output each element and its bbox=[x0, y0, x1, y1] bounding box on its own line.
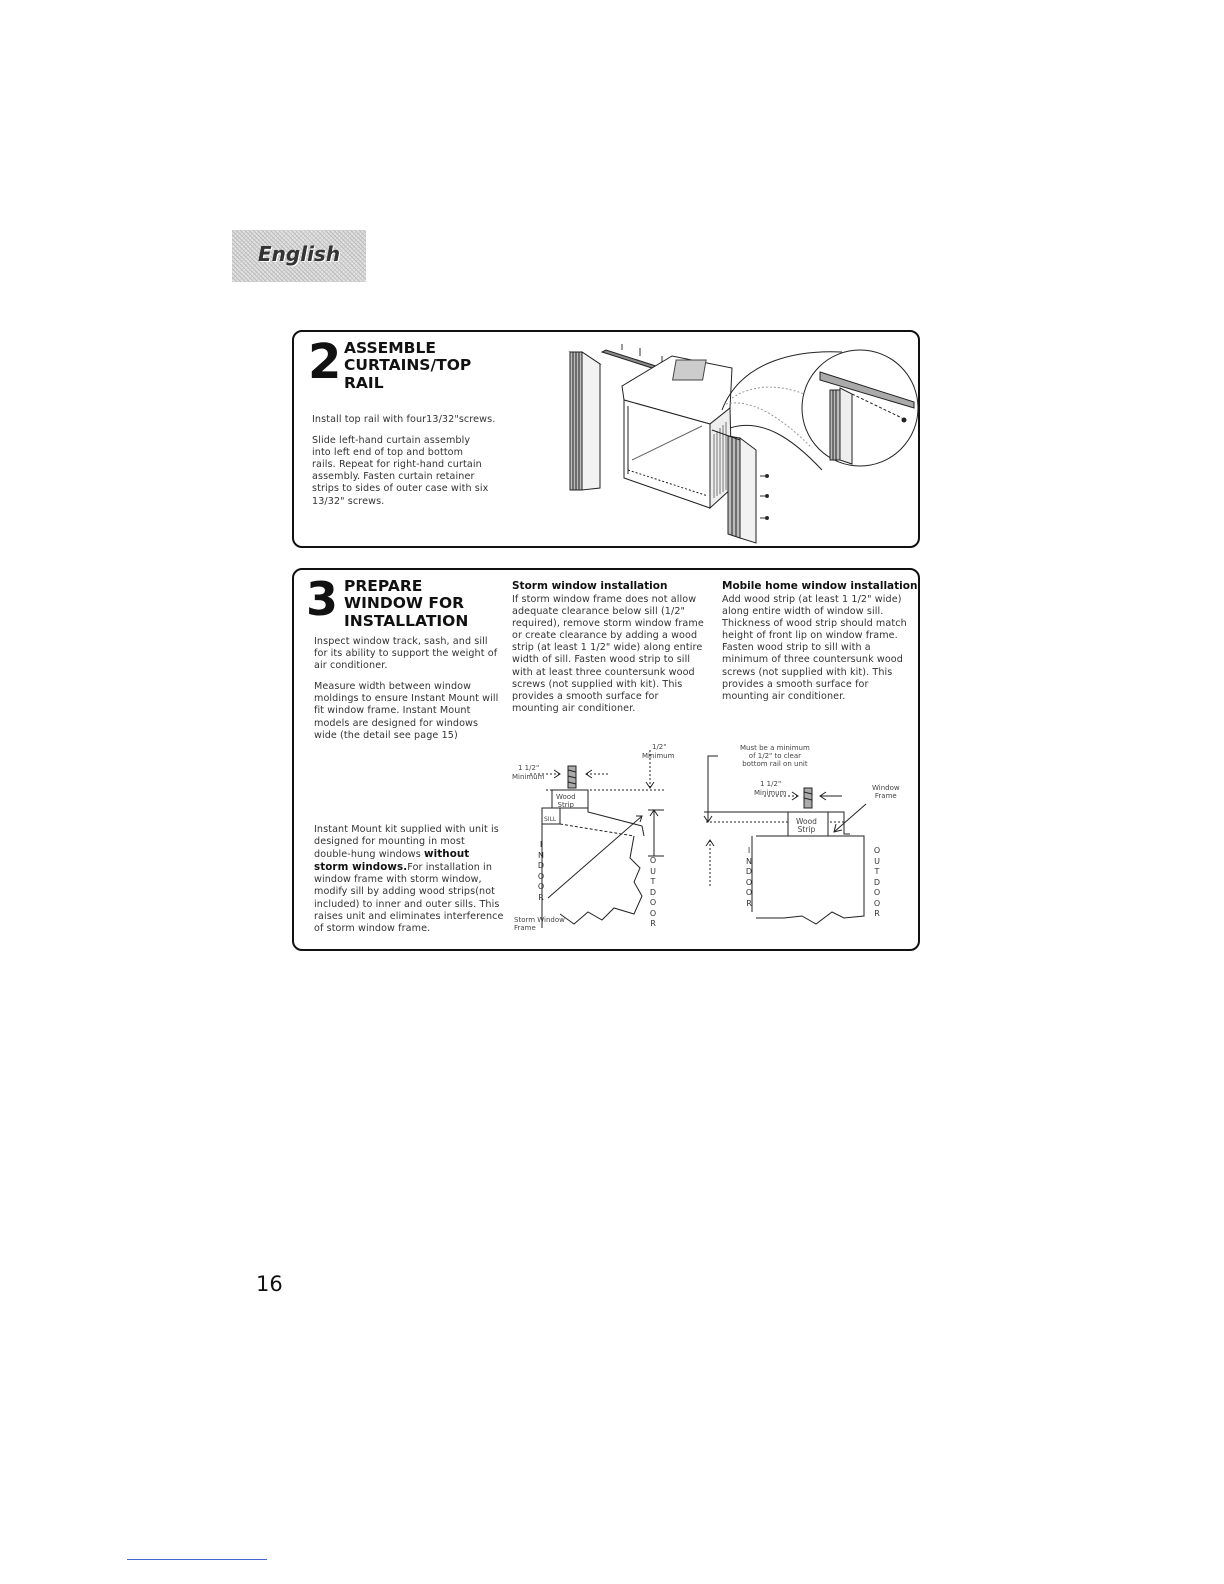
curtain-assembly-illustration bbox=[562, 338, 918, 548]
step-3-intro bbox=[314, 636, 502, 751]
step-2-panel bbox=[292, 330, 920, 548]
step-2-title bbox=[344, 340, 471, 392]
mobile-indoor-label: I N D O O R bbox=[745, 846, 753, 908]
mobile-note-line: of 1/2" to clear bbox=[748, 752, 801, 760]
storm-window-heading: Storm window installation bbox=[512, 580, 668, 592]
language-tab bbox=[232, 230, 366, 282]
mobile-window-frame-line: Window bbox=[872, 784, 900, 792]
step-3-paragraph: Inspect window track, sash, and sill for its ability to support the weight of air conditioner. bbox=[314, 636, 498, 672]
step-2-title-line: ASSEMBLE bbox=[344, 339, 436, 357]
mobile-note bbox=[740, 744, 810, 768]
footer-divider bbox=[127, 1559, 267, 1560]
storm-right-dim: 1/2" bbox=[652, 743, 667, 751]
storm-right-dim-sub: Minimum bbox=[642, 752, 675, 760]
mobile-note-line: bottom rail on unit bbox=[742, 760, 808, 768]
mobile-window-frame-line: Frame bbox=[874, 792, 897, 800]
step-3-note-text: Instant Mount kit supplied with unit is designed for mounting in most double-hung windows bbox=[314, 824, 499, 861]
mobile-home-heading: Mobile home window installation bbox=[722, 580, 918, 592]
step-3-title bbox=[344, 578, 468, 630]
step-3-storm-note bbox=[314, 824, 504, 935]
step-3-title-line: PREPARE bbox=[344, 577, 423, 595]
step-3-title-line: INSTALLATION bbox=[344, 611, 469, 630]
storm-indoor-label: I N D O O R bbox=[537, 840, 545, 902]
page-number: 16 bbox=[256, 1272, 283, 1296]
language-tab-label: English bbox=[258, 242, 341, 266]
step-2-title-line: CURTAINS/TOP bbox=[344, 356, 472, 375]
storm-frame-line: Storm Window bbox=[514, 916, 565, 924]
step-3-paragraph: Measure width between window moldings to ensure Instant Mount will fit window frame. Instant Mount models are designed for windows wide (the detail see page 15) bbox=[314, 681, 499, 741]
storm-window-text: If storm window frame does not allow adequate clearance below sill (1/2" required), remove storm window frame or create clearance by adding a wood strip (at least 1 1/2" wide) along entire width of sill. Fasten wood strip to sill with at least three countersunk wood screws (not supplied with kit). This provides a smooth surface for mounting air conditioner. bbox=[512, 594, 704, 714]
storm-sill-label: SILL bbox=[544, 816, 557, 823]
mobile-dim-sub: Minimum bbox=[754, 789, 787, 797]
mobile-home-text: Add wood strip (at least 1 1/2" wide) along entire width of window sill. Thickness of wood strip should match height of front lip on window frame. Fasten wood strip to sill with a minimum of three countersunk wood screws (not supplied with kit). This provides a smooth surface for mounting air conditioner. bbox=[722, 594, 907, 702]
storm-left-dim-sub: Minimum bbox=[512, 773, 545, 781]
step-2-paragraph: Install top rail with four13/32"screws. bbox=[312, 414, 496, 425]
storm-frame-line: Frame bbox=[514, 924, 536, 932]
step-2-paragraph: Slide left-hand curtain assembly into left end of top and bottom rails. Repeat for right-hand curtain assembly. Fasten curtain retainer strips to sides of outer case with six 13/32" screws. bbox=[312, 435, 489, 507]
mobile-dim: 1 1/2" bbox=[760, 780, 782, 788]
mobile-outdoor-label: O U T D O O R bbox=[873, 846, 881, 918]
step-2-instructions bbox=[312, 414, 522, 517]
storm-wood-strip-line: Strip bbox=[557, 801, 574, 809]
mobile-wood-strip-line: Strip bbox=[797, 825, 816, 834]
step-3-number: 3 bbox=[306, 572, 339, 626]
mobile-wood-strip-line: Wood bbox=[796, 817, 817, 826]
storm-wood-strip-line: Wood bbox=[556, 793, 576, 801]
step-3-panel bbox=[292, 568, 920, 951]
storm-frame-label bbox=[514, 916, 565, 932]
mobile-note-line: Must be a minimum bbox=[740, 744, 810, 752]
step-2-title-line: RAIL bbox=[344, 373, 384, 392]
step-3-note-emphasis: without storm windows. bbox=[314, 848, 470, 874]
step-3-title-line: WINDOW FOR bbox=[344, 594, 465, 613]
step-2-number: 2 bbox=[308, 334, 342, 390]
step-3-note-text: For installation in window frame with storm window, modify sill by adding wood strips(not included) to inner and outer sills. This raises unit and eliminates interference of storm window frame. bbox=[314, 862, 504, 934]
storm-outdoor-label: O U T D O O R bbox=[649, 856, 657, 928]
storm-wood-strip-label bbox=[556, 793, 576, 809]
mobile-wood-strip-label bbox=[796, 818, 817, 834]
storm-left-dim: 1 1/2" bbox=[518, 764, 540, 772]
mobile-window-frame-label bbox=[872, 784, 900, 800]
